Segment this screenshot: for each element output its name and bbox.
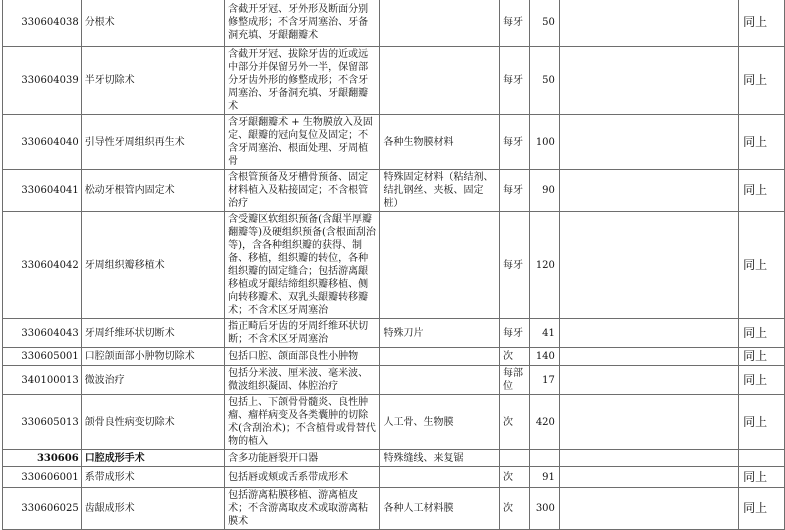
item-code-cell: 330604038 bbox=[3, 0, 82, 47]
description-cell bbox=[559, 348, 738, 366]
item-code-cell: 330604043 bbox=[3, 319, 82, 348]
unit-cell: 每牙 bbox=[500, 47, 530, 115]
item-code-cell: 330604039 bbox=[3, 47, 82, 115]
remark-cell: 同上 bbox=[739, 348, 785, 366]
excluded-material-cell: 特殊缝线、来复锯 bbox=[380, 450, 500, 467]
remark-cell: 同上 bbox=[739, 488, 785, 530]
price-cell: 91 bbox=[529, 467, 559, 488]
description-cell bbox=[559, 47, 738, 115]
item-name-cell: 口腔成形手术 bbox=[81, 450, 224, 467]
price-cell: 140 bbox=[529, 348, 559, 366]
item-code-cell: 330604041 bbox=[3, 170, 82, 212]
price-cell: 300 bbox=[529, 488, 559, 530]
price-cell: 41 bbox=[529, 319, 559, 348]
price-cell: 100 bbox=[529, 115, 559, 170]
item-name-cell: 牙周纤维环状切断术 bbox=[81, 319, 224, 348]
table-row bbox=[3, 170, 785, 212]
item-content-cell: 含牙龈翻瓣术 + 生物膜放入及固定、龈瓣的冠向复位及固定；不含牙周塞治、根面处理、牙周植骨 bbox=[225, 115, 380, 170]
description-cell bbox=[559, 467, 738, 488]
item-content-cell: 含截开牙冠、牙外形及断面分别修整成形；不含牙周塞治、牙备洞充填、牙龈翻瓣术 bbox=[225, 0, 380, 47]
table-row bbox=[3, 319, 785, 348]
remark-cell: 同上 bbox=[739, 319, 785, 348]
table-row bbox=[3, 488, 785, 530]
item-content-cell: 包括口腔、颌面部良性小肿物 bbox=[225, 348, 380, 366]
table-row bbox=[3, 366, 785, 395]
unit-cell: 每牙 bbox=[500, 319, 530, 348]
table-row bbox=[3, 395, 785, 450]
unit-cell: 每部位 bbox=[500, 366, 530, 395]
table-row bbox=[3, 467, 785, 488]
price-cell: 17 bbox=[529, 366, 559, 395]
remark-cell: 同上 bbox=[739, 366, 785, 395]
price-cell: 420 bbox=[529, 395, 559, 450]
description-cell bbox=[559, 0, 738, 47]
price-cell: 90 bbox=[529, 170, 559, 212]
table-row bbox=[3, 0, 785, 47]
unit-cell: 次 bbox=[500, 467, 530, 488]
unit-cell: 每牙 bbox=[500, 0, 530, 47]
item-name-cell: 系带成形术 bbox=[81, 467, 224, 488]
item-code-cell: 330605001 bbox=[3, 348, 82, 366]
excluded-material-cell bbox=[380, 348, 500, 366]
item-content-cell: 含截开牙冠、拔除牙齿的近或远中部分并保留另外一半，保留部分牙齿外形的修整成形；不含牙周塞治、牙备洞充填、牙龈翻瓣术 bbox=[225, 47, 380, 115]
remark-cell: 同上 bbox=[739, 47, 785, 115]
item-name-cell: 齿龈成形术 bbox=[81, 488, 224, 530]
excluded-material-cell: 特殊刀片 bbox=[380, 319, 500, 348]
description-cell bbox=[559, 450, 738, 467]
remark-cell: 同上 bbox=[739, 0, 785, 47]
remark-cell: 同上 bbox=[739, 467, 785, 488]
excluded-material-cell: 特殊固定材料（粘结剂、结扎钢丝、夹板、固定桩） bbox=[380, 170, 500, 212]
table-row bbox=[3, 212, 785, 319]
item-content-cell: 包括游离粘膜移植、游离植皮术；不含游离取皮术或取游离粘膜术 bbox=[225, 488, 380, 530]
excluded-material-cell: 人工骨、生物膜 bbox=[380, 395, 500, 450]
description-cell bbox=[559, 212, 738, 319]
fee-schedule-table bbox=[2, 0, 785, 530]
item-code-cell: 330606001 bbox=[3, 467, 82, 488]
description-cell bbox=[559, 395, 738, 450]
item-name-cell: 口腔颌面部小肿物切除术 bbox=[81, 348, 224, 366]
remark-cell bbox=[739, 450, 785, 467]
remark-cell: 同上 bbox=[739, 115, 785, 170]
price-cell bbox=[529, 450, 559, 467]
unit-cell: 每牙 bbox=[500, 115, 530, 170]
price-cell: 50 bbox=[529, 0, 559, 47]
item-code-cell: 330605013 bbox=[3, 395, 82, 450]
excluded-material-cell bbox=[380, 47, 500, 115]
item-content-cell: 包括上、下颌骨骨髓炎、良性肿瘤、瘤样病变及各类囊肿的切除术(含刮治术)；不含植骨或骨替代物的植入 bbox=[225, 395, 380, 450]
item-content-cell: 含受瓣区软组织预备(含龈半厚瓣翻瓣等)及硬组织预备(含根面刮治等)，含各种组织瓣的获得、制备、移植，组织瓣的转位，各种组织瓣的固定缝合；包括游离龈移植或牙龈结缔组织瓣移植、侧向转移瓣术、双乳头龈瓣转移瓣术；不含术区牙周塞治 bbox=[225, 212, 380, 319]
item-name-cell: 颌骨良性病变切除术 bbox=[81, 395, 224, 450]
description-cell bbox=[559, 366, 738, 395]
table-row bbox=[3, 47, 785, 115]
item-name-cell: 微波治疗 bbox=[81, 366, 224, 395]
excluded-material-cell bbox=[380, 366, 500, 395]
item-content-cell: 包括唇或颊或舌系带成形术 bbox=[225, 467, 380, 488]
item-code-cell: 340100013 bbox=[3, 366, 82, 395]
unit-cell: 次 bbox=[500, 348, 530, 366]
description-cell bbox=[559, 170, 738, 212]
item-code-cell: 330604040 bbox=[3, 115, 82, 170]
item-code-cell: 330606025 bbox=[3, 488, 82, 530]
unit-cell: 次 bbox=[500, 488, 530, 530]
unit-cell: 每牙 bbox=[500, 212, 530, 319]
description-cell bbox=[559, 319, 738, 348]
price-cell: 50 bbox=[529, 47, 559, 115]
description-cell bbox=[559, 488, 738, 530]
item-code-cell: 330604042 bbox=[3, 212, 82, 319]
item-content-cell: 包括分米波、厘米波、毫米波、微波组织凝固、体腔治疗 bbox=[225, 366, 380, 395]
item-name-cell: 分根术 bbox=[81, 0, 224, 47]
excluded-material-cell: 各种人工材料膜 bbox=[380, 488, 500, 530]
item-name-cell: 牙周组织瓣移植术 bbox=[81, 212, 224, 319]
unit-cell: 次 bbox=[500, 395, 530, 450]
item-content-cell: 指正畸后牙齿的牙周纤维环状切断；不含术区牙周塞治 bbox=[225, 319, 380, 348]
item-code-cell: 330606 bbox=[3, 450, 82, 467]
excluded-material-cell bbox=[380, 467, 500, 488]
price-cell: 120 bbox=[529, 212, 559, 319]
description-cell bbox=[559, 115, 738, 170]
unit-cell: 每牙 bbox=[500, 170, 530, 212]
item-name-cell: 松动牙根管内固定术 bbox=[81, 170, 224, 212]
excluded-material-cell: 各种生物膜材料 bbox=[380, 115, 500, 170]
excluded-material-cell bbox=[380, 0, 500, 47]
remark-cell: 同上 bbox=[739, 212, 785, 319]
unit-cell bbox=[500, 450, 530, 467]
item-content-cell: 含多功能唇裂开口器 bbox=[225, 450, 380, 467]
remark-cell: 同上 bbox=[739, 395, 785, 450]
item-name-cell: 引导性牙周组织再生术 bbox=[81, 115, 224, 170]
item-content-cell: 含根管预备及牙槽骨预备、固定材料植入及粘接固定；不含根管治疗 bbox=[225, 170, 380, 212]
item-name-cell: 半牙切除术 bbox=[81, 47, 224, 115]
table-row bbox=[3, 348, 785, 366]
remark-cell: 同上 bbox=[739, 170, 785, 212]
excluded-material-cell bbox=[380, 212, 500, 319]
table-row bbox=[3, 450, 785, 467]
table-row bbox=[3, 115, 785, 170]
